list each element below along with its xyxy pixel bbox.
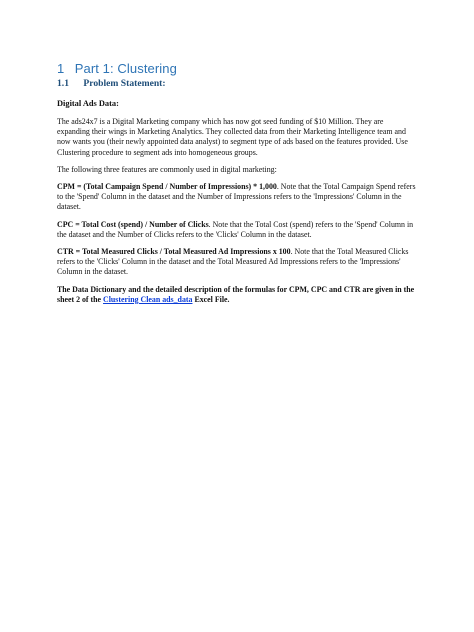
closing-text-after: Excel File.: [192, 294, 230, 304]
heading-2-text: Problem Statement:: [83, 78, 166, 89]
heading-1: [57, 61, 418, 76]
cpm-note: . Note that the Total Campaign Spend refers to the 'Spend' Column in the dataset and the Number of Impressions refers to the 'Impressions' Column in the dataset.: [57, 182, 416, 212]
cpc-note: . Note that the Total Cost (spend) refers to the 'Spend' Column in the dataset and the Number of Clicks refers to the 'Clicks' Column in the dataset.: [57, 219, 414, 239]
subheading: Digital Ads Data:: [57, 99, 119, 108]
closing-text-before: The Data Dictionary and the detailed description of the formulas for CPM, CPC and CTR are given in the sheet 2 of the: [57, 284, 415, 304]
features-intro: The following three features are commonly used in digital marketing:: [57, 164, 277, 174]
heading-1-number: 1: [57, 61, 65, 76]
cpm-paragraph: [57, 182, 418, 213]
heading-1-text: Part 1: Clustering: [74, 61, 177, 76]
closing-paragraph: [57, 285, 418, 305]
cpm-formula: CPM = (Total Campaign Spend / Number of Impressions) * 1,000: [57, 182, 277, 192]
intro-paragraph: The ads24x7 is a Digital Marketing company which has now got seed funding of $10 Million. They are expanding their wings in Marketing Analytics. They collected data from their Marketing Intelligence team and now wants you (their newly appointed data analyst) to segment type of ads based on the features provided. Use Clustering procedure to segment ads into homogeneous groups.: [57, 117, 408, 157]
heading-2-number: 1.1: [57, 78, 69, 89]
cpc-formula: CPC = Total Cost (spend) / Number of Clicks: [57, 219, 209, 229]
ctr-note: . Note that the Total Measured Clicks refers to the 'Clicks' Column in the dataset and the Total Measured Ad Impressions refers to the 'Impressions' Column in the dataset.: [57, 247, 409, 277]
heading-2: [57, 78, 418, 89]
ctr-formula: CTR = Total Measured Clicks / Total Measured Ad Impressions x 100: [57, 247, 291, 257]
cpc-paragraph: [57, 220, 418, 240]
clustering-file-link[interactable]: Clustering Clean ads_data: [103, 294, 193, 304]
ctr-paragraph: [57, 247, 418, 278]
